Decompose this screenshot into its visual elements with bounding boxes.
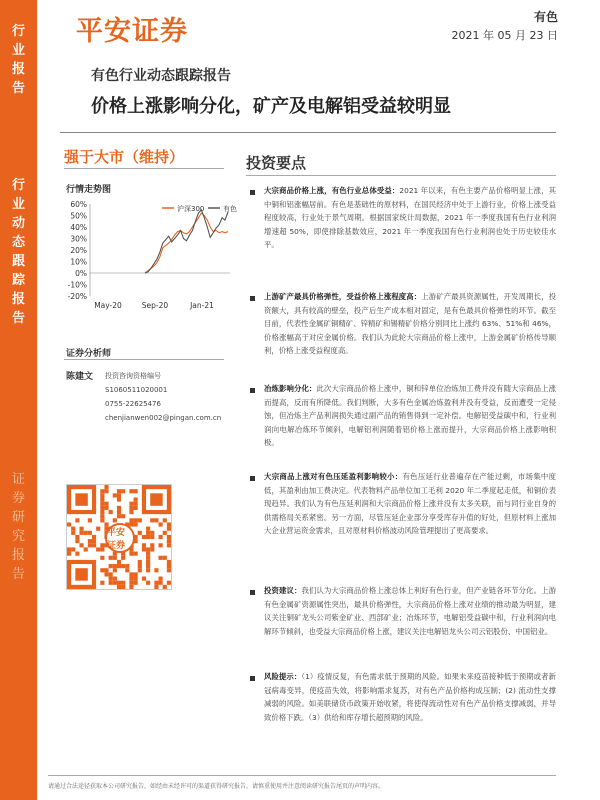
qr-module (163, 585, 167, 589)
qr-module (134, 489, 138, 493)
y-tick-label: 50% (70, 211, 87, 221)
qr-module (109, 572, 113, 576)
x-tick-label: May-20 (94, 301, 122, 310)
x-tick-label: Sep-20 (141, 301, 169, 310)
qr-module (109, 556, 113, 560)
qr-module (100, 502, 104, 506)
qr-module (67, 547, 71, 551)
qr-module (154, 585, 158, 589)
qr-module (96, 527, 100, 531)
qr-module (92, 535, 96, 539)
analyst-heading: 证券分析师 (66, 349, 112, 359)
qr-module (121, 585, 125, 589)
qr-module (125, 564, 129, 568)
qr-module (134, 572, 138, 576)
report-subtitle: 有色行业动态跟踪报告 (91, 68, 231, 84)
band-char: 研 (11, 510, 25, 525)
qr-module (104, 506, 108, 510)
qr-module (134, 552, 138, 556)
qr-module (167, 543, 171, 547)
band-label-top (0, 22, 37, 98)
qr-module (150, 547, 154, 551)
qr-module (129, 518, 133, 522)
band-char: 动 (11, 216, 25, 231)
analyst-email[interactable]: chenjianwen002@pingan.com.cn (105, 414, 222, 422)
chart-title: 行情走势图 (66, 185, 112, 195)
band-char: 报 (11, 292, 25, 307)
qr-module (146, 581, 150, 585)
y-tick-label: -20% (67, 292, 87, 301)
y-tick-label: 40% (70, 223, 87, 232)
key-points-heading: 投资要点 (246, 154, 307, 172)
qr-finder (75, 568, 87, 580)
band-label-bottom (0, 470, 37, 584)
x-tick-label: Jan-21 (190, 301, 214, 310)
qr-module (75, 535, 79, 539)
band-char: 报 (11, 548, 25, 563)
header-divider (60, 132, 556, 133)
qr-module (88, 543, 92, 547)
qr-module (134, 581, 138, 585)
bullet-icon (250, 590, 255, 595)
qr-module (129, 572, 133, 576)
qr-module (142, 543, 146, 547)
qr-module (138, 564, 142, 568)
qr-module (146, 560, 150, 564)
qr-module (138, 560, 142, 564)
qr-module (159, 556, 163, 560)
qr-module (117, 560, 121, 564)
qr-module (75, 552, 79, 556)
qr-module (71, 531, 75, 535)
analyst-license-number: S1060511020001 (105, 386, 168, 394)
qr-module (117, 497, 121, 501)
key-point-paragraph: 大宗商品上涨对有色压延盈利影响较小：有色压延行业普遍存在产能过剩，市场集中度低，其盈利由加工费决定。代表物料产品单位加工毛利 2020 年二季度起走低，和铜价表现趋异。我们认为有色压延利润和大宗商品价格上涨并没有太多关联，而与同行业自身的供需格局关系紧密。另一方面，尽管压延企业部分享受库存升值的好处，但原材料上涨加大企业营运资金需求，且对原材料价格波动风险管理提出了更高要求。 (264, 472, 556, 536)
qr-module (154, 568, 158, 572)
rating-label: 强于大市（维持） (64, 148, 185, 166)
qr-module (154, 518, 158, 522)
qr-module (113, 581, 117, 585)
qr-module (167, 527, 171, 531)
qr-module (163, 531, 167, 535)
band-char: 行 (11, 178, 25, 193)
qr-module (67, 522, 71, 526)
qr-module (109, 564, 113, 568)
qr-module (134, 518, 138, 522)
qr-module (100, 568, 104, 572)
qr-module (138, 531, 142, 535)
qr-module (100, 581, 104, 585)
qr-module (129, 581, 133, 585)
qr-code (66, 484, 172, 590)
y-tick-label: -10% (67, 280, 87, 290)
qr-module (146, 527, 150, 531)
qr-module (109, 510, 113, 514)
qr-module (117, 564, 121, 568)
y-tick-label: 60% (70, 200, 87, 209)
bullet-icon (250, 190, 255, 195)
qr-module (96, 547, 100, 551)
qr-module (117, 585, 121, 589)
key-point-paragraph: 风险提示：（1）疫情反复，有色需求低于预期的风险。如果未来疫苗接种低于预期或者新冠病毒变异，使疫苗失效，将影响需求复苏，对有色产品价格构成压制；(2) 流动性支撑减弱的风险。如美联储货币政策开始收紧，将使得流动性对有色产品价格支撑减弱，并导致价格下跌。（3）供给和库存增长超预期的风险。 (264, 672, 556, 722)
qr-module (79, 527, 83, 531)
band-char: 告 (11, 81, 25, 96)
qr-module (129, 506, 133, 510)
key-points-divider (246, 175, 556, 176)
qr-module (121, 581, 125, 585)
key-point-paragraph: 投资建议：我们认为大宗商品价格上涨总体上利好有色行业，但产业链各环节分化。上游有色金属矿资源属性突出，最具价格弹性，大宗商品价格上涨对业绩的推动最为明显，建议关注铜矿龙头公司紫金矿业、西部矿业；冶炼环节，电解铝受益碳中和，行业利润向电解环节倾斜，也受益大宗商品价格上涨，建议关注电解铝龙头公司云铝股份、中国铝业。 (264, 586, 556, 636)
band-char: 业 (11, 43, 25, 58)
qr-module (113, 577, 117, 581)
qr-module (167, 539, 171, 543)
qr-module (134, 577, 138, 581)
qr-module (167, 568, 171, 572)
key-point-paragraph: 大宗商品价格上涨，有色行业总体受益：2021 年以来，有色主要产品价格明显上涨，其中铜和铝涨幅居前。有色是基础性的原材料，在国民经济中处于上游行业，价格上涨受益程度较高，行业处于景气周期。根据国家统计局数据，2021 年一季度我国有色行业利润增速超 50%，即使排除基数效应，2021 年一季度我国有色行业利润也处于历史较佳水平。 (264, 186, 556, 250)
qr-module (146, 531, 150, 535)
qr-module (113, 568, 117, 572)
qr-module (146, 552, 150, 556)
legend-label: 有色 (223, 205, 237, 213)
chart-svg (60, 196, 235, 318)
qr-module (100, 556, 104, 560)
report-date: 2021 年 05 月 23 日 (451, 29, 558, 42)
footer-disclaimer: 请通过合法途径获取本公司研究报告，如经由未经许可的渠道获得研究报告，请慎重使用并注意阅读研究报告尾页的声明内容。 (48, 783, 385, 790)
qr-module (159, 543, 163, 547)
analyst-name: 陈建文 (66, 372, 94, 382)
band-char: 跟 (11, 254, 25, 269)
qr-module (142, 535, 146, 539)
qr-module (134, 497, 138, 501)
qr-module (138, 518, 142, 522)
qr-module (129, 577, 133, 581)
qr-module (113, 493, 117, 497)
qr-module (109, 577, 113, 581)
qr-module (134, 522, 138, 526)
qr-module (100, 547, 104, 551)
qr-module (79, 543, 83, 547)
band-char: 告 (11, 567, 25, 582)
qr-module (150, 535, 154, 539)
qr-module (159, 535, 163, 539)
series-line-0 (145, 213, 228, 273)
qr-module (146, 535, 150, 539)
band-char: 报 (11, 62, 25, 77)
qr-module (84, 531, 88, 535)
qr-module (129, 510, 133, 514)
qr-module (75, 539, 79, 543)
qr-module (113, 518, 117, 522)
qr-module (121, 564, 125, 568)
qr-module (109, 581, 113, 585)
band-label-mid (0, 176, 37, 328)
qr-logo: 平安证券 (105, 523, 135, 553)
qr-module (159, 581, 163, 585)
qr-module (104, 502, 108, 506)
report-title: 价格上涨影响分化，矿产及电解铝受益较明显 (91, 96, 451, 117)
bullet-icon (250, 676, 255, 681)
bullet-icon (250, 388, 255, 393)
qr-module (104, 489, 108, 493)
qr-module (163, 556, 167, 560)
qr-module (92, 539, 96, 543)
series-line-1 (145, 210, 228, 273)
qr-module (84, 547, 88, 551)
qr-module (104, 485, 108, 489)
price-chart (60, 196, 235, 318)
qr-module (117, 510, 121, 514)
qr-module (129, 489, 133, 493)
qr-module (163, 518, 167, 522)
qr-module (104, 572, 108, 576)
qr-module (138, 568, 142, 572)
sector-label: 有色 (533, 10, 558, 24)
qr-module (142, 547, 146, 551)
qr-finder (75, 493, 87, 505)
y-tick-label: 10% (70, 257, 87, 267)
y-tick-label: 0% (75, 269, 87, 278)
qr-module (100, 543, 104, 547)
qr-module (121, 556, 125, 560)
qr-finder (150, 493, 162, 505)
qr-module (146, 547, 150, 551)
qr-module (134, 502, 138, 506)
qr-module (117, 506, 121, 510)
qr-module (121, 514, 125, 518)
band-char: 告 (11, 311, 25, 326)
qr-module (159, 522, 163, 526)
qr-module (159, 577, 163, 581)
qr-module (117, 581, 121, 585)
qr-module (146, 564, 150, 568)
qr-module (104, 568, 108, 572)
side-band (0, 0, 37, 800)
qr-module (79, 531, 83, 535)
qr-module (167, 560, 171, 564)
qr-module (88, 531, 92, 535)
qr-module (150, 543, 154, 547)
band-char: 究 (11, 529, 25, 544)
qr-module (100, 493, 104, 497)
band-char: 券 (11, 491, 25, 506)
analyst-divider (64, 359, 224, 360)
company-logo: 平安证券 (76, 16, 188, 47)
qr-module (88, 518, 92, 522)
y-tick-label: 30% (70, 234, 87, 244)
qr-module (167, 535, 171, 539)
band-char: 态 (11, 235, 25, 250)
qr-module (117, 514, 121, 518)
qr-module (125, 568, 129, 572)
qr-module (129, 502, 133, 506)
qr-module (113, 564, 117, 568)
bullet-icon (250, 476, 255, 481)
qr-module (100, 506, 104, 510)
band-char: 踪 (11, 273, 25, 288)
qr-module (100, 518, 104, 522)
band-char: 行 (11, 24, 25, 39)
rating-divider (64, 168, 224, 169)
band-char: 证 (11, 472, 25, 487)
qr-module (113, 556, 117, 560)
qr-module (146, 568, 150, 572)
qr-module (100, 489, 104, 493)
qr-module (92, 543, 96, 547)
qr-module (71, 547, 75, 551)
qr-module (88, 539, 92, 543)
legend-label: 沪深300 (177, 205, 205, 213)
qr-module (167, 581, 171, 585)
key-point-paragraph: 上游矿产最具价格弹性，受益价格上涨程度高：上游矿产最具资源属性，开发周期长，投资额大，具有较高的壁垒，投产后生产成本相对固定，是有色最具价格弹性的环节。截至目前，代表性金属矿铜精矿、锌精矿和锡精矿价格分别同比上涨约 63%、51%和 46%，价格涨幅高于对应金属价格。我们认为此轮大宗商品价格上涨中，上游金属矿价格传导顺利，价格上涨受益程度高。 (264, 292, 556, 356)
qr-module (150, 531, 154, 535)
qr-module (117, 489, 121, 493)
qr-module (100, 497, 104, 501)
band-char: 业 (11, 197, 25, 212)
qr-module (117, 493, 121, 497)
qr-module (146, 556, 150, 560)
qr-module (167, 564, 171, 568)
qr-module (100, 510, 104, 514)
qr-module (121, 489, 125, 493)
qr-module (167, 522, 171, 526)
qr-module (150, 518, 154, 522)
qr-module (67, 552, 71, 556)
qr-module (129, 585, 133, 589)
qr-module (154, 581, 158, 585)
footer-divider (48, 775, 556, 776)
bullet-icon (250, 296, 255, 301)
qr-module (71, 527, 75, 531)
qr-module (129, 552, 133, 556)
qr-module (134, 506, 138, 510)
qr-module (142, 577, 146, 581)
analyst-license-label: 投资咨询资格编号 (105, 372, 161, 380)
analyst-info (105, 369, 221, 425)
analyst-phone: 0755-22625476 (105, 400, 161, 408)
qr-module (75, 518, 79, 522)
y-tick-label: 20% (70, 246, 87, 255)
key-point-paragraph: 冶炼影响分化：此次大宗商品价格上涨中，铜和锌单位冶炼加工费并没有随大宗商品上涨而提高，反而有所降低。我们判断，大多有色金属冶炼盈利并没有受益，反而遭受一定侵蚀，但冶炼主产品利润损失通过副产品的销售得到一定补偿。电解铝受益碳中和，行业利润向电解冶炼环节倾斜，电解铝利润随着铝价格上涨而提升，大宗商品价格上涨影响积极。 (264, 384, 556, 448)
qr-module (100, 514, 104, 518)
